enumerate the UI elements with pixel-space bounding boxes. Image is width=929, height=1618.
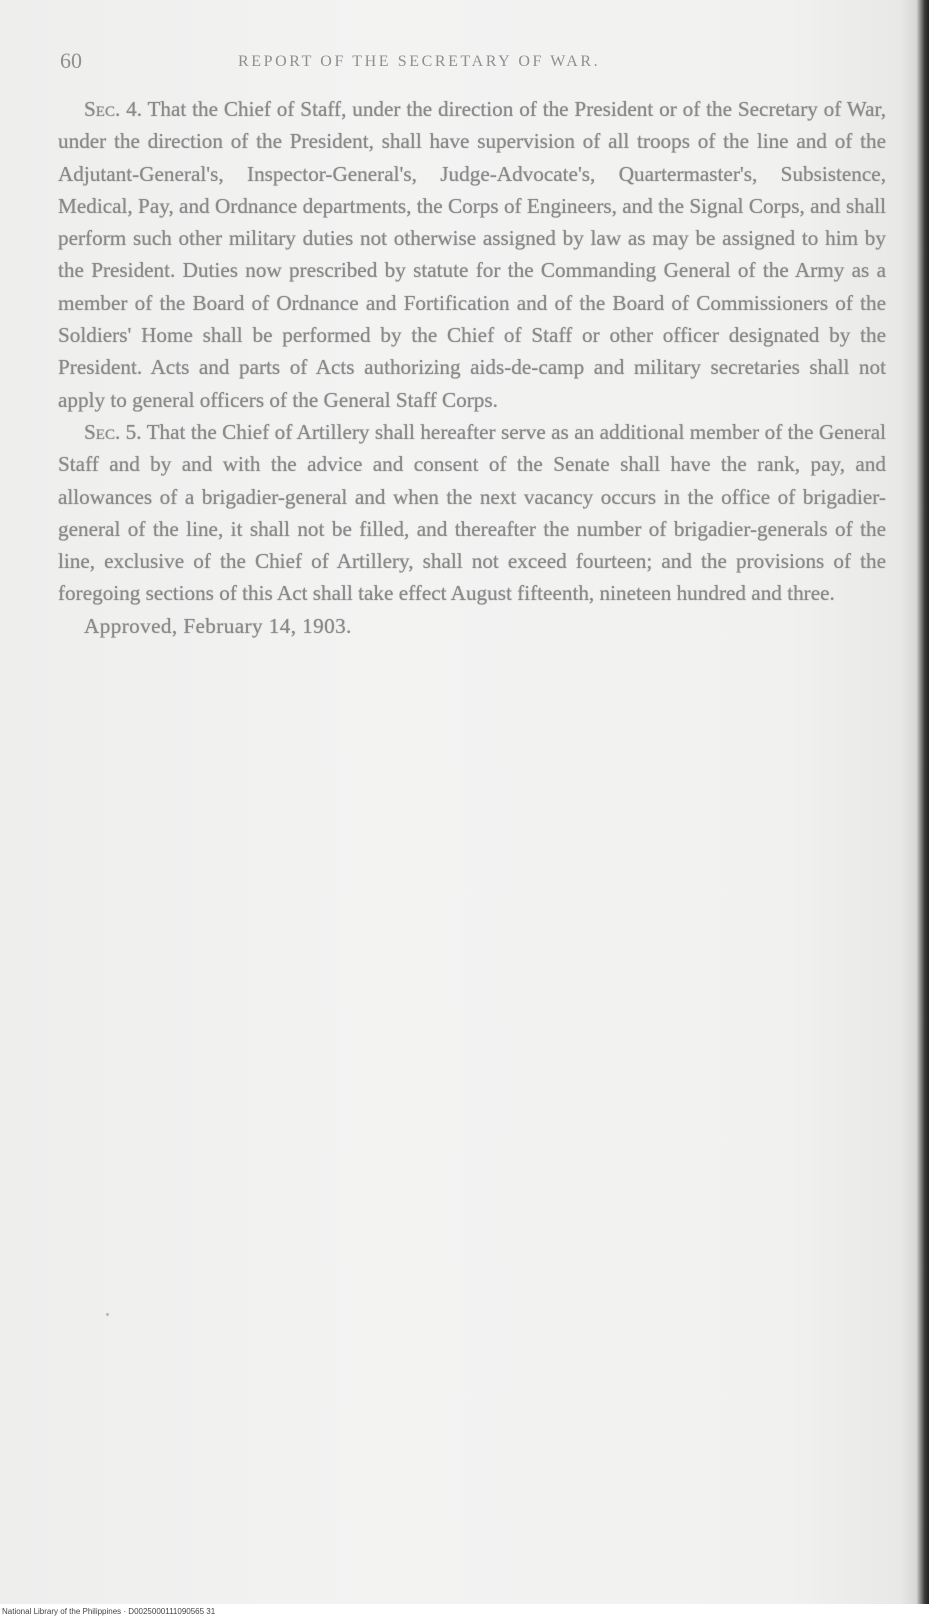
section-5-paragraph [58, 416, 886, 610]
section-5-text: That the Chief of Artillery shall hereafter serve as an additional member of the General Staff and by and with the advice and consent of the Senate shall have the rank, pay, and allowances of a brigadier-general and when the next vacancy occurs in the office of brigadier-general of the line, it shall not be filled, and thereafter the number of brigadier-generals of the line, exclusive of the Chief of Artillery, shall not exceed fourteen; and the provisions of the foregoing sections of this Act shall take effect August fifteenth, nineteen hundred and three. [58, 419, 887, 606]
section-4-text: That the Chief of Staff, under the direction of the President or of the Secretary of War, under the direction of the President, shall have supervision of all troops of the line and of the Adjutant-General's, Inspector-General's, Judge-Advocate's, Quartermaster's, Subsistence, Medical, Pay, and Ordnance departments, the Corps of Engineers, and the Signal Corps, and shall perform such other military duties not otherwise assigned by law as may be assigned to him by the President. Duties now prescribed by statute for the Commanding General of the Army as a member of the Board of Ordnance and Fortification and of the Board of Commissioners of the Soldiers' Home shall be performed by the Chief of Staff or other officer designated by the President. Acts and parts of Acts authorizing aids-de-camp and military secretaries shall not apply to general officers of the General Staff Corps. [58, 97, 887, 412]
section-4-label: Sec. 4. [84, 97, 142, 121]
paper-speck [106, 1313, 109, 1316]
page-header [60, 48, 890, 78]
approval-line: Approved, February 14, 1903. [84, 613, 352, 638]
running-title: REPORT OF THE SECRETARY OF WAR. [238, 53, 601, 70]
page-number: 60 [60, 48, 82, 73]
scan-credit: National Library of the Philippines · D0025000111090565 31 [2, 1607, 216, 1616]
body-text [58, 93, 886, 642]
section-5-label: Sec. 5. [84, 419, 142, 444]
section-4-paragraph [58, 93, 886, 416]
page-gutter-shadow [901, 0, 929, 1618]
scan-footer-strip [0, 1604, 929, 1618]
